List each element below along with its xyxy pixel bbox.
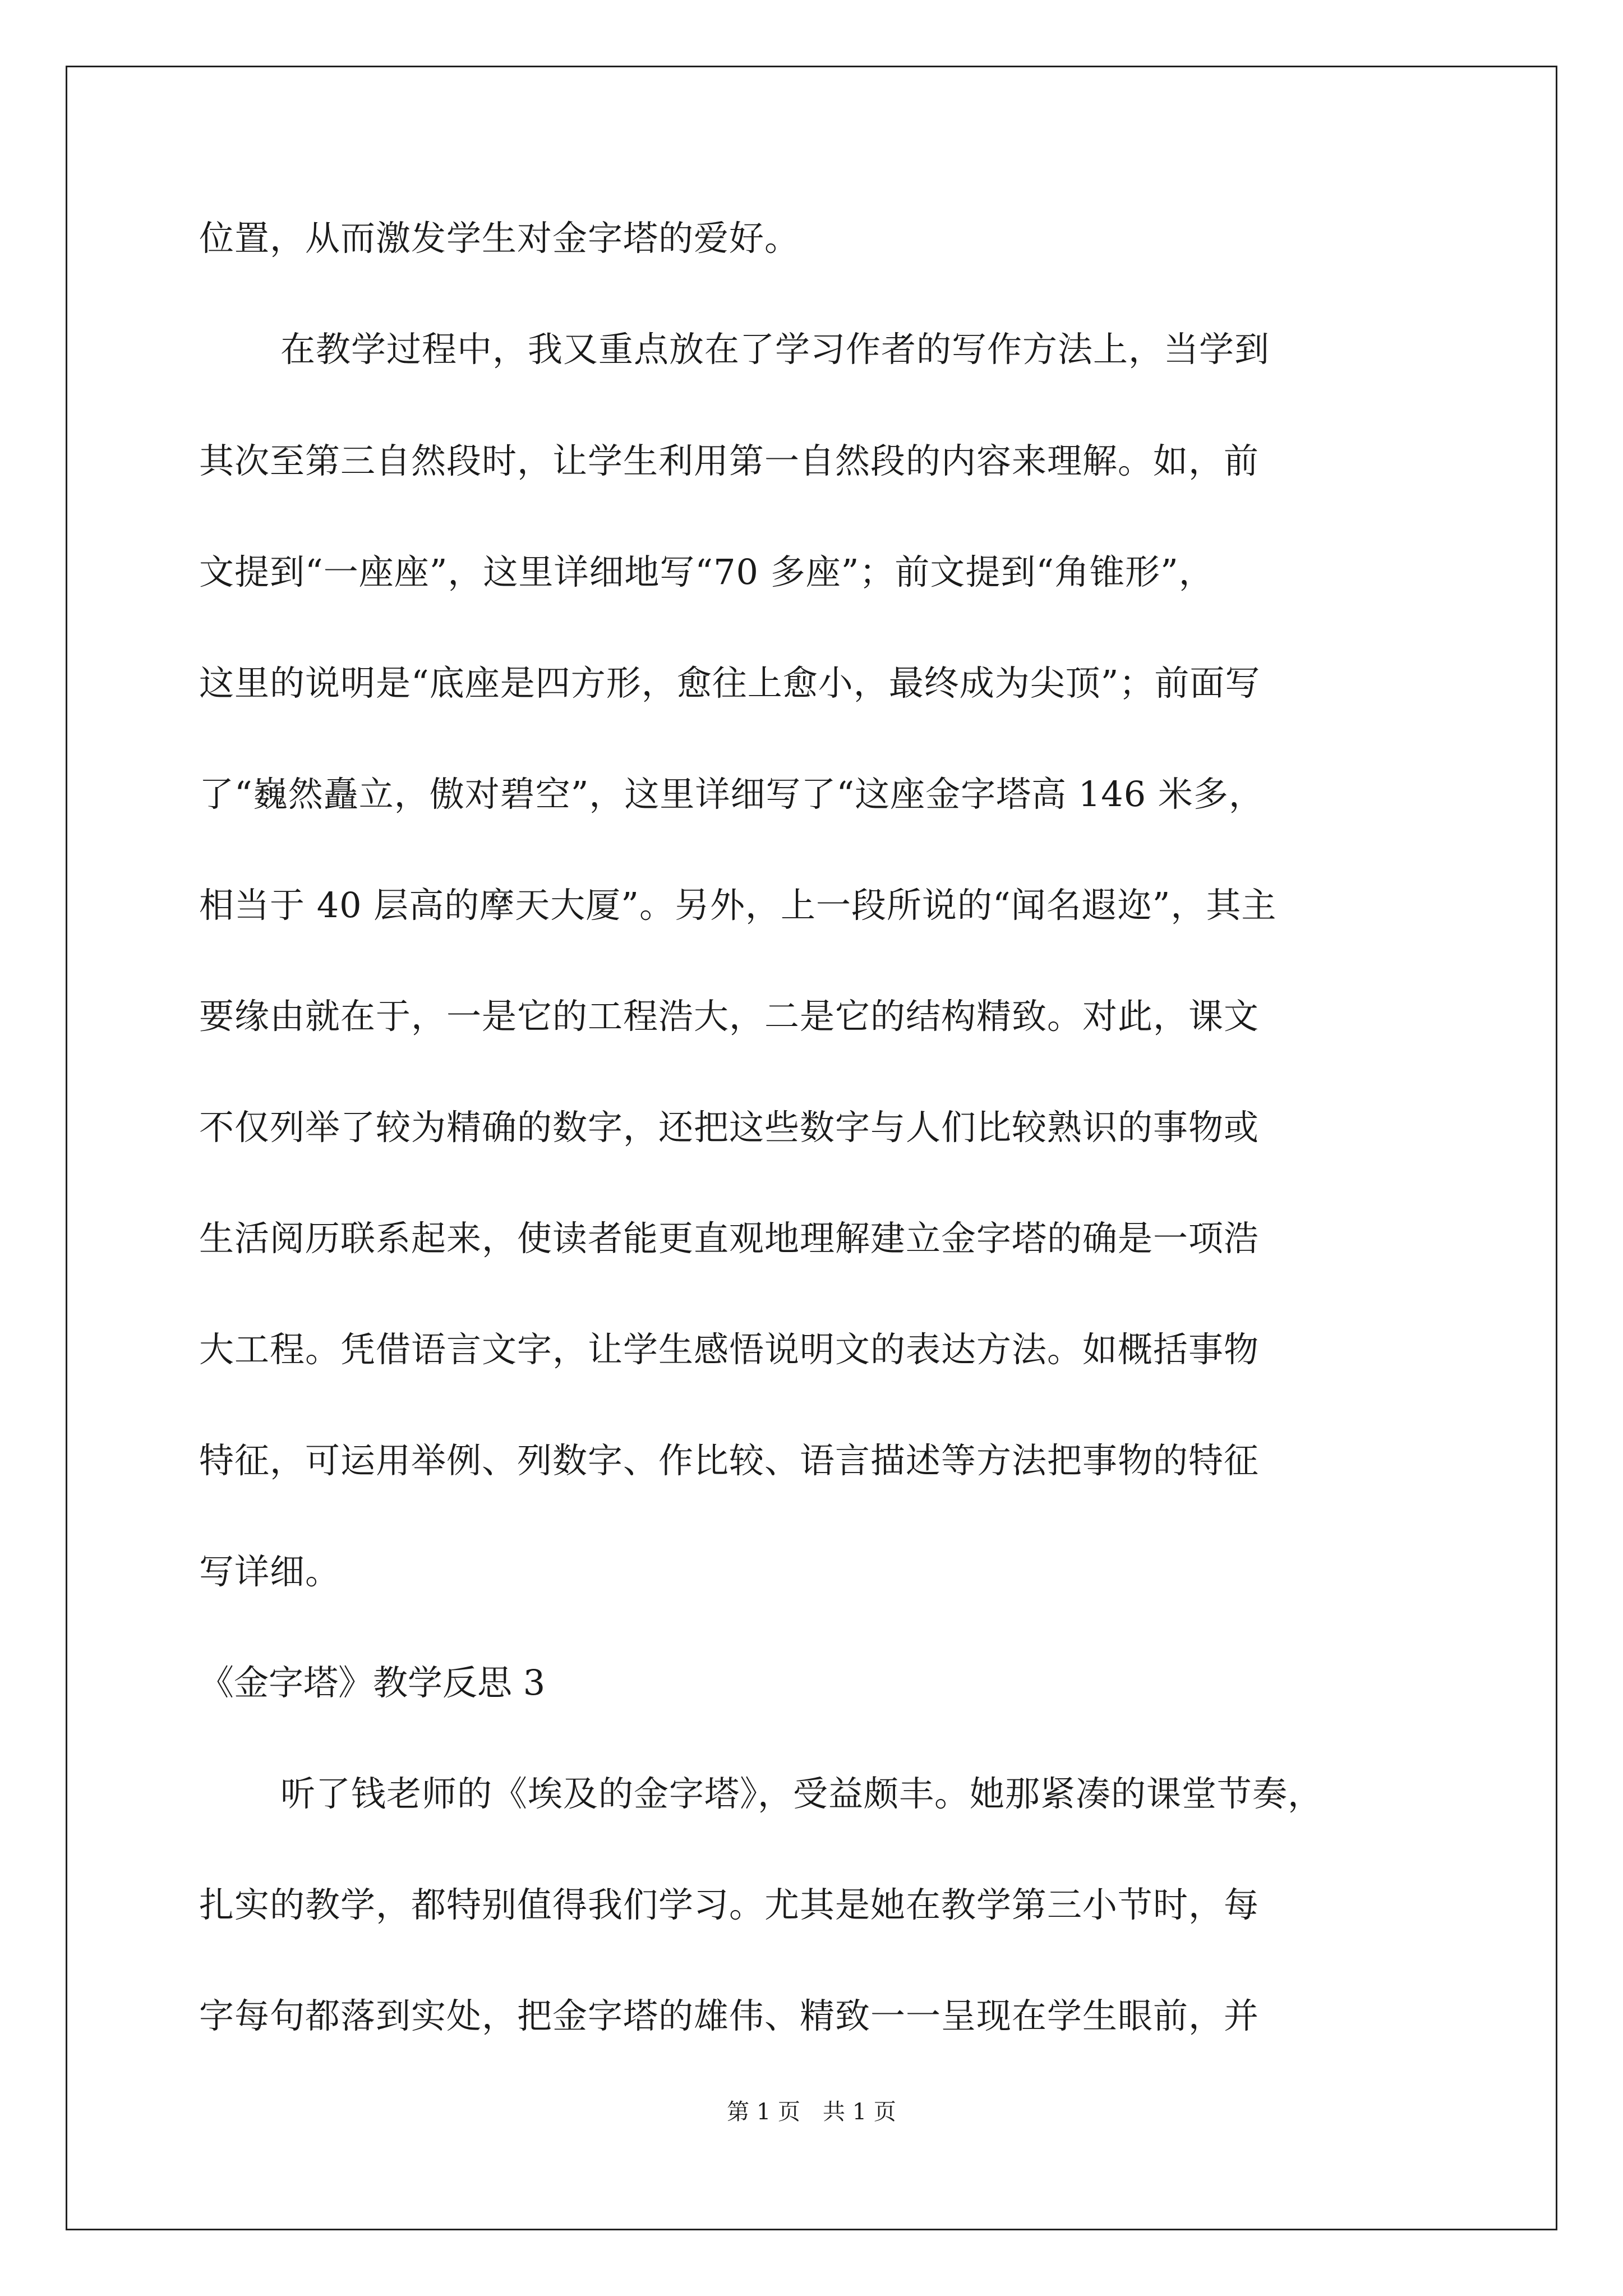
paragraph-1-line-1: 位置，从而激发学生对金字塔的爱好。 xyxy=(199,218,800,259)
paragraph-2-line-1: 在教学过程中，我又重点放在了学习作者的写作方法上，当学到 xyxy=(280,329,1270,370)
paragraph-2-line-9: 生活阅历联系起来，使读者能更直观地理解建立金字塔的确是一项浩 xyxy=(199,1218,1260,1259)
page-footer: 第 1 页 共 1 页 xyxy=(727,2099,896,2125)
paragraph-2-line-8: 不仅列举了较为精确的数字，还把这些数字与人们比较熟识的事物或 xyxy=(199,1107,1260,1148)
paragraph-2-line-10: 大工程。凭借语言文字，让学生感悟说明文的表达方法。如概括事物 xyxy=(199,1329,1260,1370)
paragraph-2-line-11: 特征，可运用举例、列数字、作比较、语言描述等方法把事物的特征 xyxy=(199,1440,1260,1481)
paragraph-2-line-12: 写详细。 xyxy=(199,1551,341,1592)
paragraph-3-line-3: 字每句都落到实处，把金字塔的雄伟、精致一一呈现在学生眼前，并 xyxy=(199,1995,1260,2036)
paragraph-2-line-3: 文提到“一座座”，这里详细地写“70 多座”；前文提到“角锥形”， xyxy=(199,551,1214,592)
section-heading: 《金字塔》教学反思 3 xyxy=(199,1662,546,1703)
paragraph-2-line-6: 相当于 40 层高的摩天大厦”。另外，上一段所说的“闻名遐迩”，其主 xyxy=(199,885,1277,926)
paragraph-3-line-2: 扎实的教学，都特别值得我们学习。尤其是她在教学第三小节时，每 xyxy=(199,1884,1260,1925)
paragraph-2-line-4: 这里的说明是“底座是四方形，愈往上愈小，最终成为尖顶”；前面写 xyxy=(199,662,1261,703)
paragraph-3-line-1: 听了钱老师的《埃及的金字塔》，受益颇丰。她那紧凑的课堂节奏， xyxy=(280,1773,1324,1814)
paragraph-2-line-7: 要缘由就在于，一是它的工程浩大，二是它的结构精致。对此，课文 xyxy=(199,996,1260,1037)
paragraph-2-line-2: 其次至第三自然段时，让学生利用第一自然段的内容来理解。如，前 xyxy=(199,440,1260,481)
paragraph-2-line-5: 了“巍然矗立，傲对碧空”，这里详细写了“这座金字塔高 146 米多， xyxy=(199,774,1264,815)
